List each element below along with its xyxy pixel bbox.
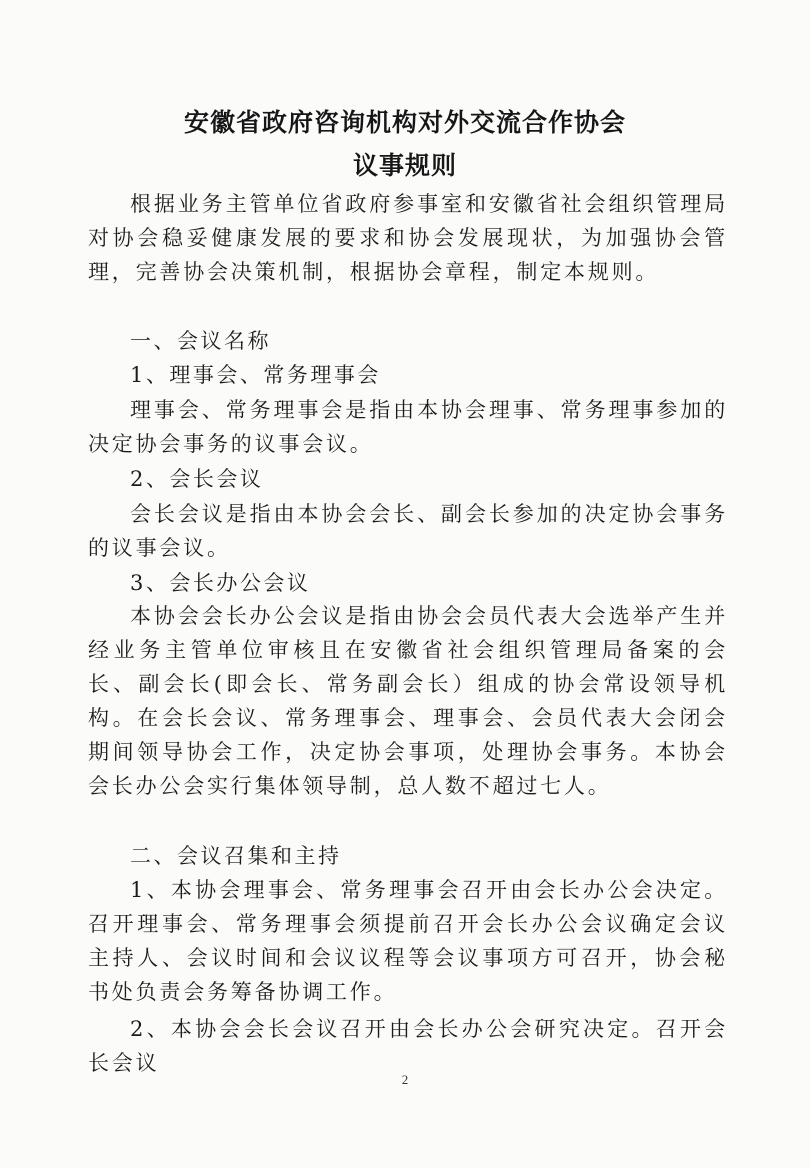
intro-paragraph: 根据业务主管单位省政府参事室和安徽省社会组织管理局对协会稳妥健康发展的要求和协会发展现状，为加强协会管理，完善协会决策机制，根据协会章程，制定本规则。 (88, 192, 728, 284)
section1-item1-title: 1、理事会、常务理事会 (130, 363, 381, 387)
section1-item2-title: 2、会长会议 (130, 467, 264, 491)
section1-item2-text: 会长会议是指由本协会会长、副会长参加的决定协会事务的议事会议。 (88, 502, 728, 560)
section2-heading: 二、会议召集和主持 (130, 844, 342, 868)
document-subtitle: 议事规则 (352, 151, 457, 180)
section1-item3-text: 本协会会长办公会议是指由协会会员代表大会选举产生并经业务主管单位审核且在安徽省社会组织管理局备案的会长、副会长(即会长、常务副会长）组成的协会常设领导机构。在会长会议、常务理事会、理事会、会员代表大会闭会期间领导协会工作，决定协会事项，处理协会事务。本协会会长办公会实行集体领导制，总人数不超过七人。 (88, 604, 728, 798)
document-title: 安徽省政府咨询机构对外交流合作协会 (183, 108, 626, 137)
section1-item3-title: 3、会长办公会议 (130, 571, 311, 595)
section1-item1-text: 理事会、常务理事会是指由本协会理事、常务理事参加的决定协会事务的议事会议。 (88, 398, 728, 456)
section2-paragraph1: 1、本协会理事会、常务理事会召开由会长办公会决定。召开理事会、常务理事会须提前召开会长办公会议确定会议主持人、会议时间和会议议程等会议事项方可召开，协会秘书处负责会务筹备协调工作。 (88, 878, 728, 1004)
section2-paragraph2: 2、本协会会长会议召开由会长办公会研究决定。召开会长会议 (88, 1017, 728, 1075)
page-number: 2 (401, 1072, 409, 1087)
section1-heading: 一、会议名称 (130, 329, 271, 353)
